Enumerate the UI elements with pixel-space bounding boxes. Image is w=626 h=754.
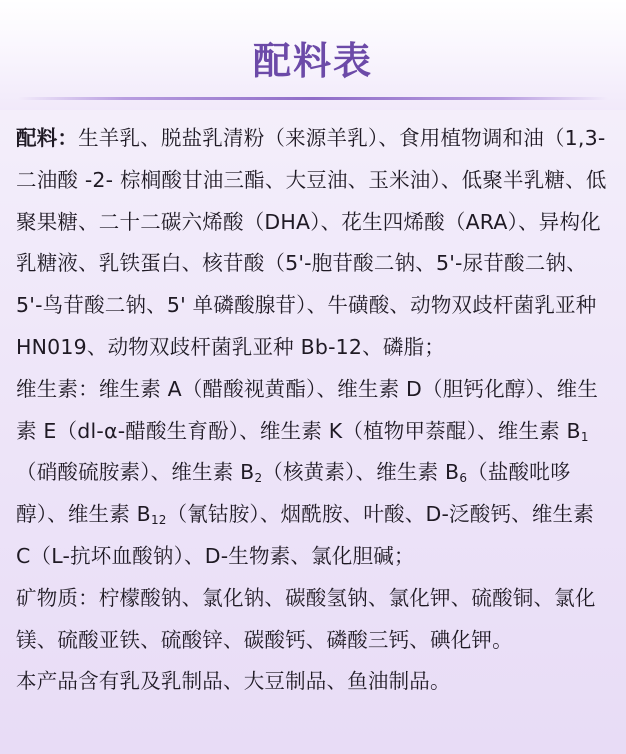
allergen-note: 本产品含有乳及乳制品、大豆制品、鱼油制品。 [16,669,451,694]
vitamins-text-2: （硝酸硫胺素）、维生素 B [16,460,255,485]
ingredient-list [16,118,612,703]
title-divider [18,97,608,100]
vitamin-b1-subscript: 1 [580,429,589,444]
vitamins-text-3: （核黄素）、维生素 B [262,460,460,485]
minerals-label: 矿物质： [16,585,99,610]
ingredients-label: 配料： [16,126,79,150]
vitamins-paragraph [16,369,612,578]
vitamins-label: 维生素： [16,376,99,401]
vitamin-b2-subscript: 2 [254,471,263,486]
ingredients-text: 生羊乳、脱盐乳清粉（来源羊乳）、食用植物调和油（1,3-二油酸 -2- 棕榈酸甘油三酯、大豆油、玉米油）、低聚半乳糖、低聚果糖、二十二碳六烯酸（DHA）、花生四烯酸（ARA）、异构化乳糖液、乳铁蛋白、核苷酸（5'-胞苷酸二钠、5'-尿苷酸二钠、5'-鸟苷酸二钠、5' 单磷酸腺苷）、牛磺酸、动物双歧杆菌乳亚种 HN019、动物双歧杆菌乳亚种 Bb-12、磷脂； [16,126,607,359]
minerals-paragraph [16,578,612,662]
vitamin-b12-subscript: 12 [150,513,167,528]
page-title: 配料表 [252,39,373,83]
title-banner [0,0,626,110]
vitamins-text-4: （盐酸吡哆醇）、维生素 B [16,460,571,527]
ingredients-paragraph [16,118,612,369]
vitamins-text-5: （氰钴胺）、烟酰胺、叶酸、D-泛酸钙、维生素 C（L-抗坏血酸钠）、D-生物素、氯化胆碱； [16,502,594,568]
minerals-text: 柠檬酸钠、氯化钠、碳酸氢钠、氯化钾、硫酸铜、氯化镁、硫酸亚铁、硫酸锌、碳酸钙、磷酸三钙、碘化钾。 [16,585,596,652]
vitamin-b6-subscript: 6 [459,471,468,486]
vitamins-text-1: 维生素 A（醋酸视黄酯）、维生素 D（胆钙化醇）、维生素 E（dl-α-醋酸生育酚）、维生素 K（植物甲萘醌）、维生素 B [16,376,599,443]
